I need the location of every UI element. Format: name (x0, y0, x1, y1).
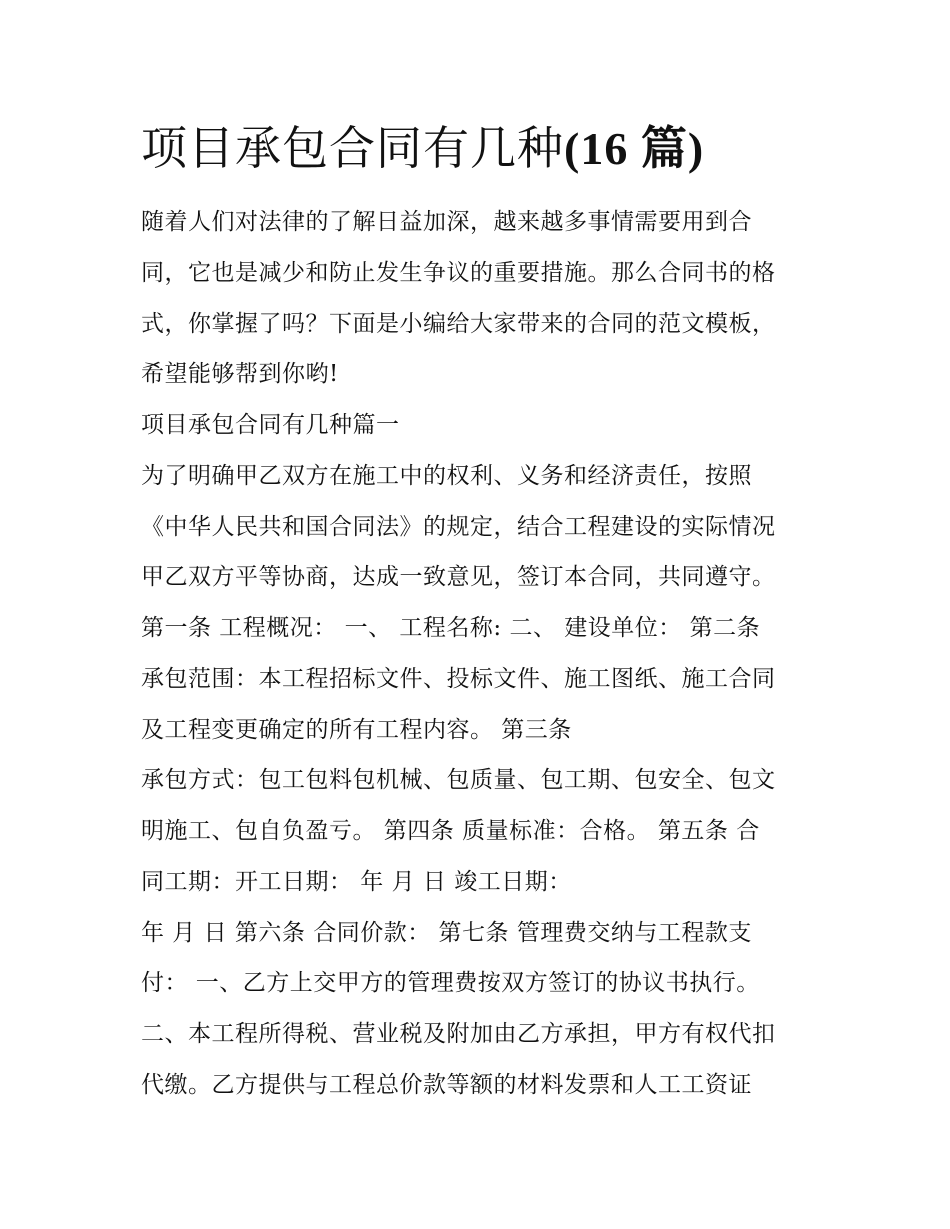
body-line-10: 承包范围：本工程招标文件、投标文件、施工图纸、施工合同 (141, 666, 776, 692)
body-line-15: 年 月 日 第六条 合同价款： 第七条 管理费交纳与工程款支 (141, 920, 752, 946)
body-line-1: 随着人们对法律的了解日益加深，越来越多事情需要用到合 (141, 209, 752, 235)
body-line-17: 二、本工程所得税、营业税及附加由乙方承担，甲方有权代扣 (141, 1021, 776, 1047)
section-heading-1: 项目承包合同有几种篇一 (141, 412, 400, 438)
body-line-6: 为了明确甲乙双方在施工中的权利、义务和经济责任，按照 (141, 463, 752, 489)
body-line-18: 代缴。乙方提供与工程总价款等额的材料发票和人工工资证 (141, 1072, 752, 1098)
body-line-4: 希望能够帮到你哟! (141, 361, 339, 387)
body-line-13: 明施工、包自负盈亏。 第四条 质量标准：合格。 第五条 合 (141, 818, 760, 844)
title-count: (16 篇) (564, 123, 705, 174)
body-line-8: 甲乙双方平等协商，达成一致意见，签订本合同，共同遵守。 (141, 564, 776, 590)
title-main: 项目承包合同有几种 (141, 121, 564, 175)
body-line-9: 第一条 工程概况： 一、 工程名称: 二、 建设单位： 第二条 (141, 615, 761, 641)
body-line-7: 《中华人民共和国合同法》的规定，结合工程建设的实际情况 (141, 514, 776, 540)
body-line-2: 同，它也是减少和防止发生争议的重要措施。那么合同书的格 (141, 260, 776, 286)
body-line-3: 式，你掌握了吗？下面是小编给大家带来的合同的范文模板， (141, 311, 776, 337)
document-title (141, 118, 704, 179)
body-line-16: 付： 一、乙方上交甲方的管理费按双方签订的协议书执行。 (141, 970, 760, 996)
body-line-14: 同工期：开工日期： 年 月 日 竣工日期： (141, 869, 572, 895)
body-line-11: 及工程变更确定的所有工程内容。 第三条 (141, 717, 572, 743)
body-line-12: 承包方式：包工包料包机械、包质量、包工期、包安全、包文 (141, 767, 776, 793)
